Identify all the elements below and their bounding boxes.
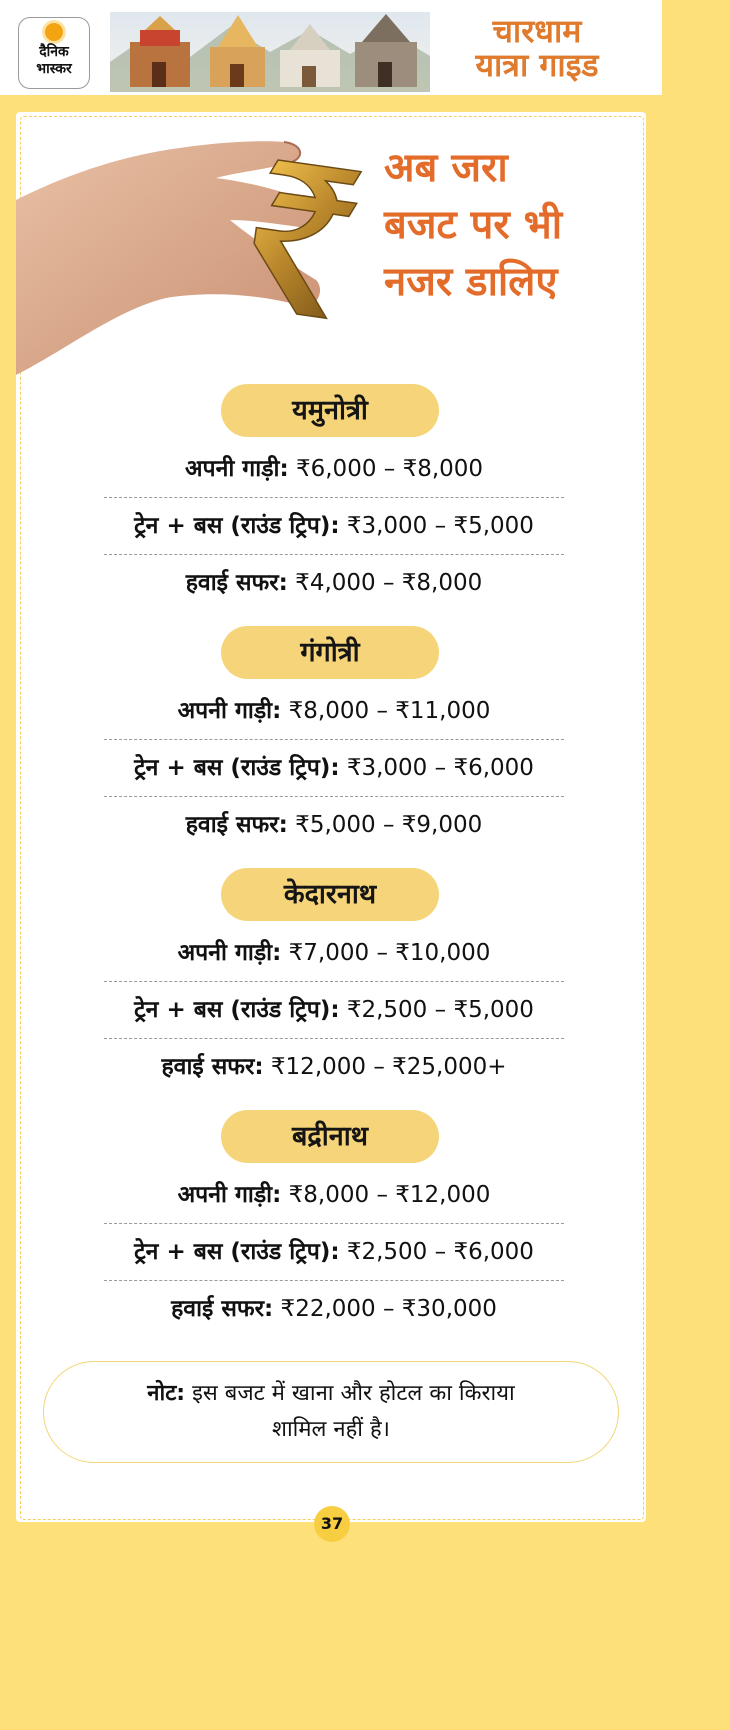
row-label: ट्रेन + बस (राउंड ट्रिप): — [134, 1239, 340, 1265]
logo-text-line1: दैनिक — [39, 44, 69, 60]
header-bar — [0, 0, 662, 95]
air-travel-row — [104, 1280, 564, 1337]
train-bus-row — [104, 1223, 564, 1280]
row-label: ट्रेन + बस (राउंड ट्रिप): — [134, 513, 340, 539]
section-title-pill: केदारनाथ — [221, 868, 439, 921]
budget-heading — [384, 140, 654, 311]
row-value: ₹7,000 – ₹10,000 — [281, 940, 491, 966]
own-vehicle-row — [104, 1167, 564, 1223]
budget-heading-line3: नजर डालिए — [384, 259, 558, 305]
own-vehicle-row — [104, 925, 564, 981]
row-value: ₹4,000 – ₹8,000 — [287, 570, 483, 596]
air-travel-row — [104, 554, 564, 611]
page-number: 37 — [314, 1506, 350, 1542]
dainik-bhaskar-logo — [18, 17, 90, 89]
section-title-pill: बद्रीनाथ — [221, 1110, 439, 1163]
note-text-line2: शामिल नहीं है। — [271, 1417, 391, 1442]
kedarnath-section — [104, 868, 564, 1095]
budget-heading-line2: बजट पर भी — [384, 202, 563, 248]
section-title-pill: यमुनोत्री — [221, 384, 439, 437]
row-label: हवाई सफर: — [185, 812, 288, 838]
train-bus-row — [104, 981, 564, 1038]
hand-holding-rupee-image — [16, 120, 376, 380]
yamunotri-section — [104, 384, 564, 611]
row-label: हवाई सफर: — [171, 1296, 274, 1322]
row-value: ₹2,500 – ₹6,000 — [339, 1239, 534, 1265]
row-value: ₹2,500 – ₹5,000 — [339, 997, 534, 1023]
logo-text-line2: भास्कर — [36, 61, 72, 77]
budget-heading-line1: अब जरा — [384, 145, 508, 191]
train-bus-row — [104, 497, 564, 554]
row-value: ₹12,000 – ₹25,000+ — [263, 1054, 507, 1080]
guide-title-line1: चारधाम — [492, 12, 582, 50]
section-title-pill: गंगोत्री — [221, 626, 439, 679]
own-vehicle-row — [104, 441, 564, 497]
own-vehicle-row — [104, 683, 564, 739]
row-value: ₹22,000 – ₹30,000 — [273, 1296, 497, 1322]
temples-banner-image — [110, 12, 430, 92]
row-value: ₹3,000 – ₹5,000 — [339, 513, 534, 539]
row-label: अपनी गाड़ी: — [184, 456, 289, 482]
row-label: ट्रेन + बस (राउंड ट्रिप): — [134, 755, 340, 781]
air-travel-row — [104, 796, 564, 853]
train-bus-row — [104, 739, 564, 796]
row-label: हवाई सफर: — [185, 570, 288, 596]
gangotri-section — [104, 626, 564, 853]
sun-icon — [45, 23, 63, 41]
row-label: ट्रेन + बस (राउंड ट्रिप): — [134, 997, 340, 1023]
row-value: ₹8,000 – ₹12,000 — [281, 1182, 491, 1208]
air-travel-row — [104, 1038, 564, 1095]
guide-title-line2: यात्रा गाइड — [475, 46, 599, 84]
row-label: हवाई सफर: — [161, 1054, 264, 1080]
row-value: ₹5,000 – ₹9,000 — [287, 812, 483, 838]
badrinath-section — [104, 1110, 564, 1337]
row-label: अपनी गाड़ी: — [177, 1182, 282, 1208]
note-line1 — [44, 1376, 618, 1412]
row-label: अपनी गाड़ी: — [177, 940, 282, 966]
row-value: ₹8,000 – ₹11,000 — [281, 698, 491, 724]
chardham-yatra-guide-title — [432, 14, 642, 82]
row-value: ₹3,000 – ₹6,000 — [339, 755, 534, 781]
note-box — [43, 1361, 619, 1463]
note-text-line1: इस बजट में खाना और होटल का किराया — [185, 1381, 515, 1406]
row-label: अपनी गाड़ी: — [177, 698, 282, 724]
note-label: नोट: — [147, 1381, 186, 1406]
row-value: ₹6,000 – ₹8,000 — [288, 456, 484, 482]
